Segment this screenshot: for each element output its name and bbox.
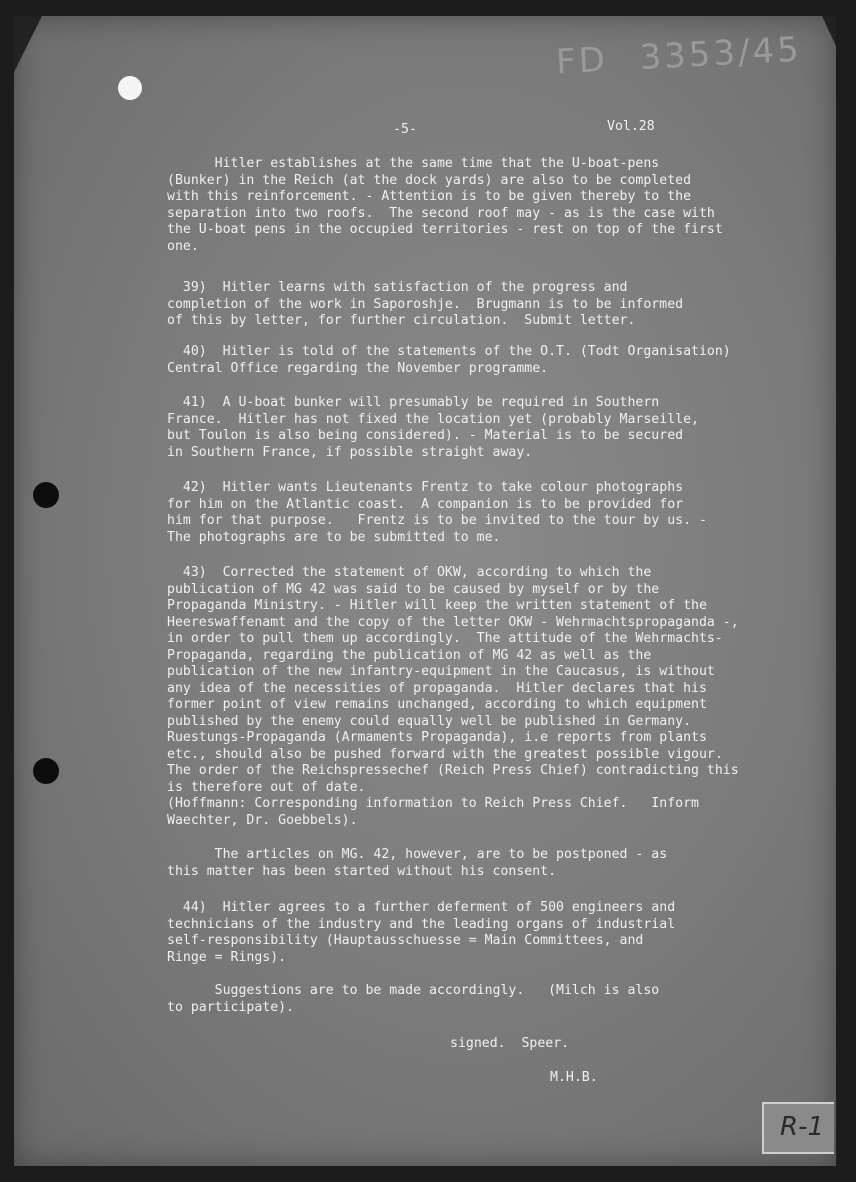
page-number: -5-: [393, 122, 417, 137]
paragraph-44: 44) Hitler agrees to a further deferment of 500 engineers and technicians of the industry and the leading organs of industrial self-responsibility (Hauptausschuesse = Main Committees, and Ringe = Rings).: [167, 900, 676, 965]
folded-corner: [14, 16, 42, 72]
signature-line: signed. Speer.: [450, 1036, 570, 1051]
paragraph-suggestions: Suggestions are to be made accordingly. (Milch is also to participate).: [167, 983, 660, 1015]
paragraph-intro: Hitler establishes at the same time that the U-boat-pens (Bunker) in the Reich (at the dock yards) are also to be completed with this reinforcement. - Attention is to be given thereby to the separation into two roofs. The second roof may - as is the case with the U-boat pens in the occupied territories - rest on top of the first one.: [167, 156, 723, 254]
paragraph-mg42-articles: The articles on MG. 42, however, are to be postponed - as this matter has been started without his consent.: [167, 847, 668, 879]
paragraph-42: 42) Hitler wants Lieutenants Frentz to take colour photographs for him on the Atlantic coast. A companion is to be provided for him for that purpose. Frentz is to be invited to the tour by us. - The photographs are to be submitted to me.: [167, 480, 707, 545]
paragraph-43: 43) Corrected the statement of OKW, according to which the publication of MG 42 was said to be caused by myself or by the Propaganda Ministry. - Hitler will keep the written statement of the Heereswaffenamt and the copy of the letter OKW - Wehrmachtspropaganda -, in order to pull them up accordingly. The attitude of the Wehrmachts- Propaganda, regarding the publication of MG 42 as well as the publication of the new infantry-equipment in the Caucasus, is without any idea of the necessities of propaganda. Hitler declares that his former point of view remains unchanged, according to which equipment published by the enemy could equally well be published in Germany. Ruestungs-Propaganda (Armaments Propaganda), i.e reports from plants etc., should also be pushed forward with the greatest possible vigour. The order of the Reichspressechef (Reich Press Chief) contradicting this is therefore out of date. (Hoffmann: Corresponding information to Reich Press Chief. Inform Waechter, Dr. Goebbels).: [167, 565, 739, 828]
white-spot: [118, 76, 142, 100]
volume-label: Vol.28: [607, 119, 655, 134]
paragraph-41: 41) A U-boat bunker will presumably be required in Southern France. Hitler has not fixed the location yet (probably Marseille, but Toulon is also being considered). - Material is to be secured in Southern France, if possible straight away.: [167, 395, 699, 460]
signature-initials: M.H.B.: [550, 1070, 598, 1085]
torn-corner: [822, 16, 836, 46]
punch-hole-upper: [33, 482, 59, 508]
stamp-label: FD: [555, 39, 609, 83]
stamp-number: 3353/45: [638, 29, 803, 79]
paragraph-40: 40) Hitler is told of the statements of the O.T. (Todt Organisation) Central Office regarding the November programme.: [167, 344, 731, 376]
punch-hole-lower: [33, 758, 59, 784]
reference-tab: R-1: [762, 1102, 834, 1154]
paragraph-39: 39) Hitler learns with satisfaction of the progress and completion of the work in Saporoshje. Brugmann is to be informed of this by letter, for further circulation. Submit letter.: [167, 280, 684, 328]
